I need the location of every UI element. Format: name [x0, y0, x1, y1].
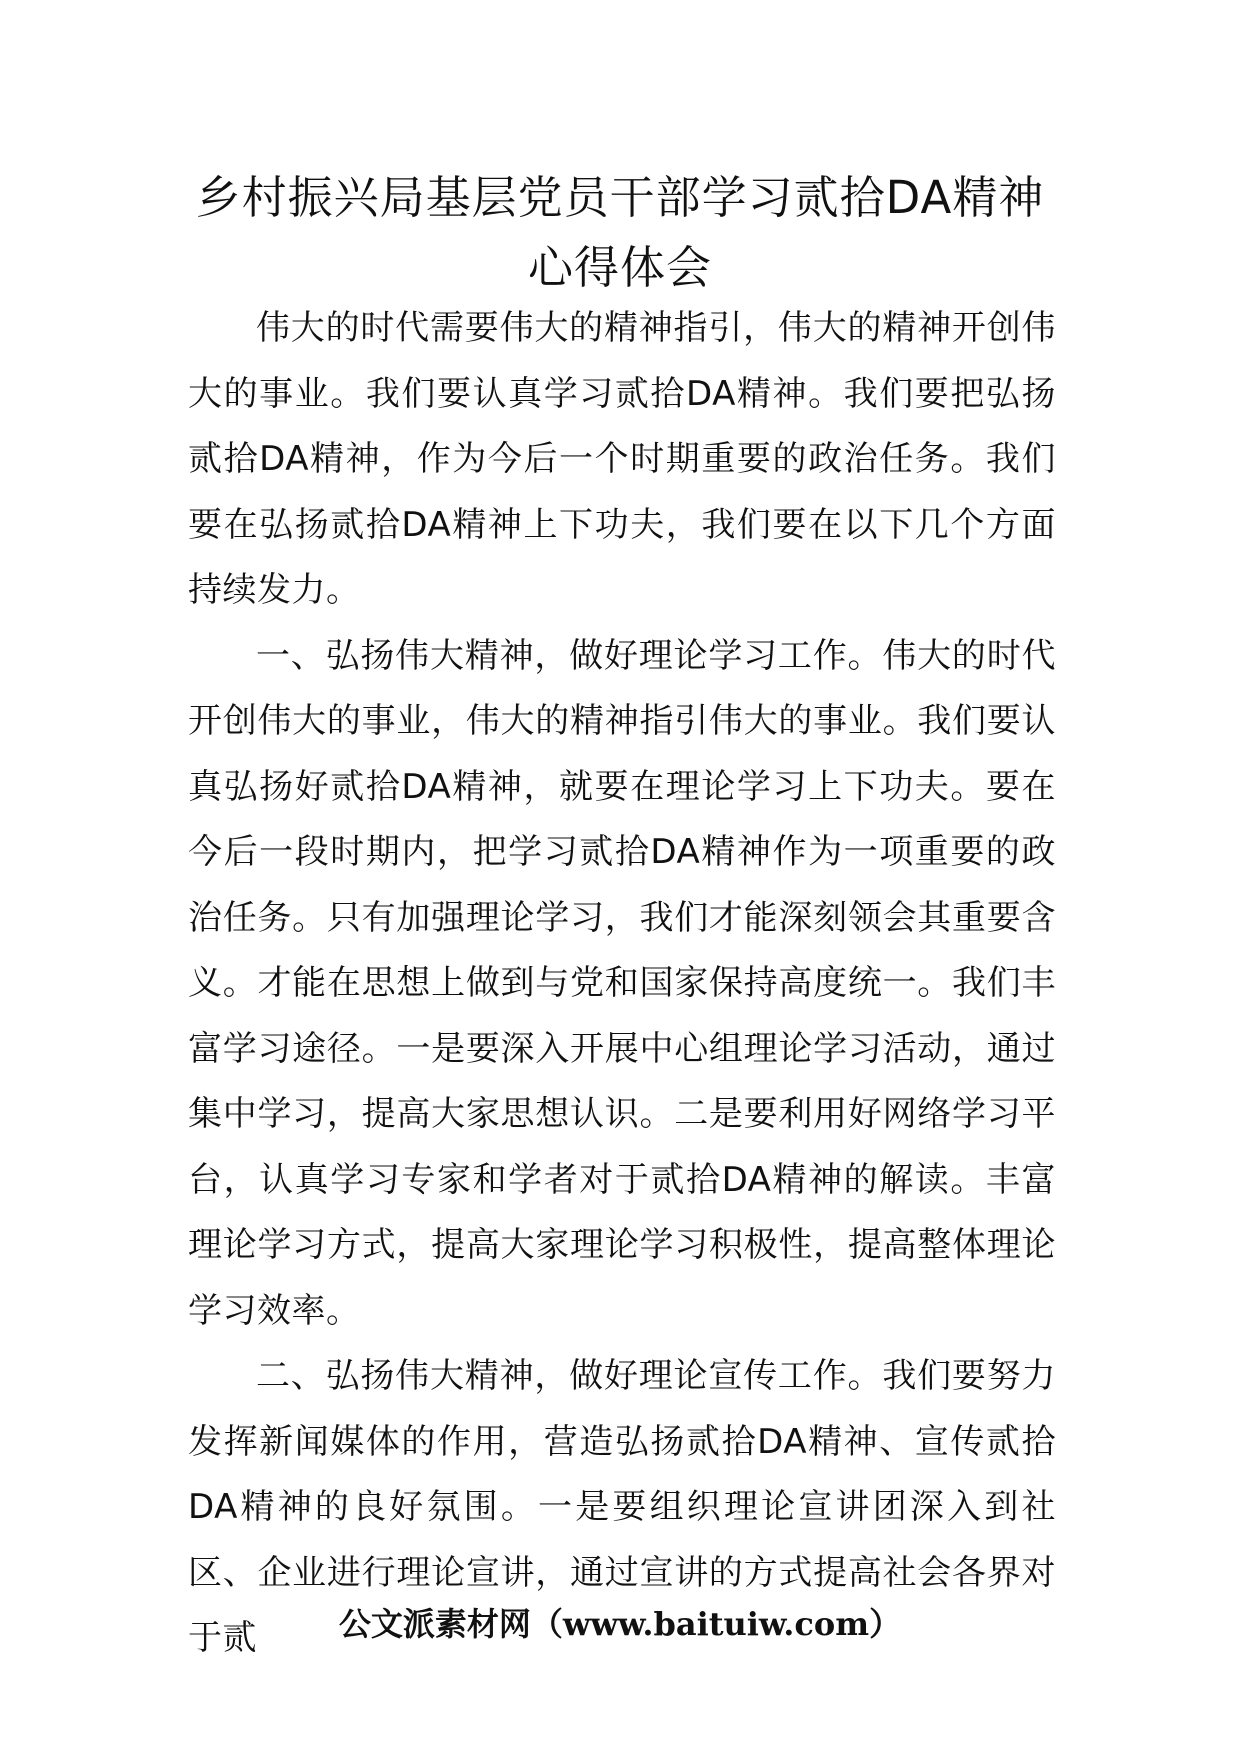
- paragraph-intro: 伟大的时代需要伟大的精神指引，伟大的精神开创伟大的事业。我们要认真学习贰拾DA精神。我们要把弘扬贰拾DA精神，作为今后一个时期重要的政治任务。我们要在弘扬贰拾DA精神上下功夫，我们要在以下几个方面持续发力。: [188, 308, 1056, 610]
- footer-watermark: 公文派素材网（www.baituiw.com）: [338, 1605, 902, 1643]
- document-title: 乡村振兴局基层党员干部学习贰拾DA精神: [195, 171, 1045, 224]
- paragraph-section-2: 二、弘扬伟大精神，做好理论宣传工作。我们要努力发挥新闻媒体的作用，营造弘扬贰拾DA精神、宣传贰拾DA精神的良好氛围。一是要组织理论宣讲团深入到社区、企业进行理论宣讲，通过宣讲的方式提高社会各界对于贰: [188, 1356, 1056, 1658]
- paragraph-section-1: 一、弘扬伟大精神，做好理论学习工作。伟大的时代开创伟大的事业，伟大的精神指引伟大的事业。我们要认真弘扬好贰拾DA精神，就要在理论学习上下功夫。要在今后一段时期内，把学习贰拾DA精神作为一项重要的政治任务。只有加强理论学习，我们才能深刻领会其重要含义。才能在思想上做到与党和国家保持高度统一。我们丰富学习途径。一是要深入开展中心组理论学习活动，通过集中学习，提高大家思想认识。二是要利用好网络学习平台，认真学习专家和学者对于贰拾DA精神的解读。丰富理论学习方式，提高大家理论学习积极性，提高整体理论学习效率。: [188, 635, 1056, 1331]
- document-body: [188, 296, 1056, 1672]
- document-title-subtitle: 心得体会: [527, 241, 712, 294]
